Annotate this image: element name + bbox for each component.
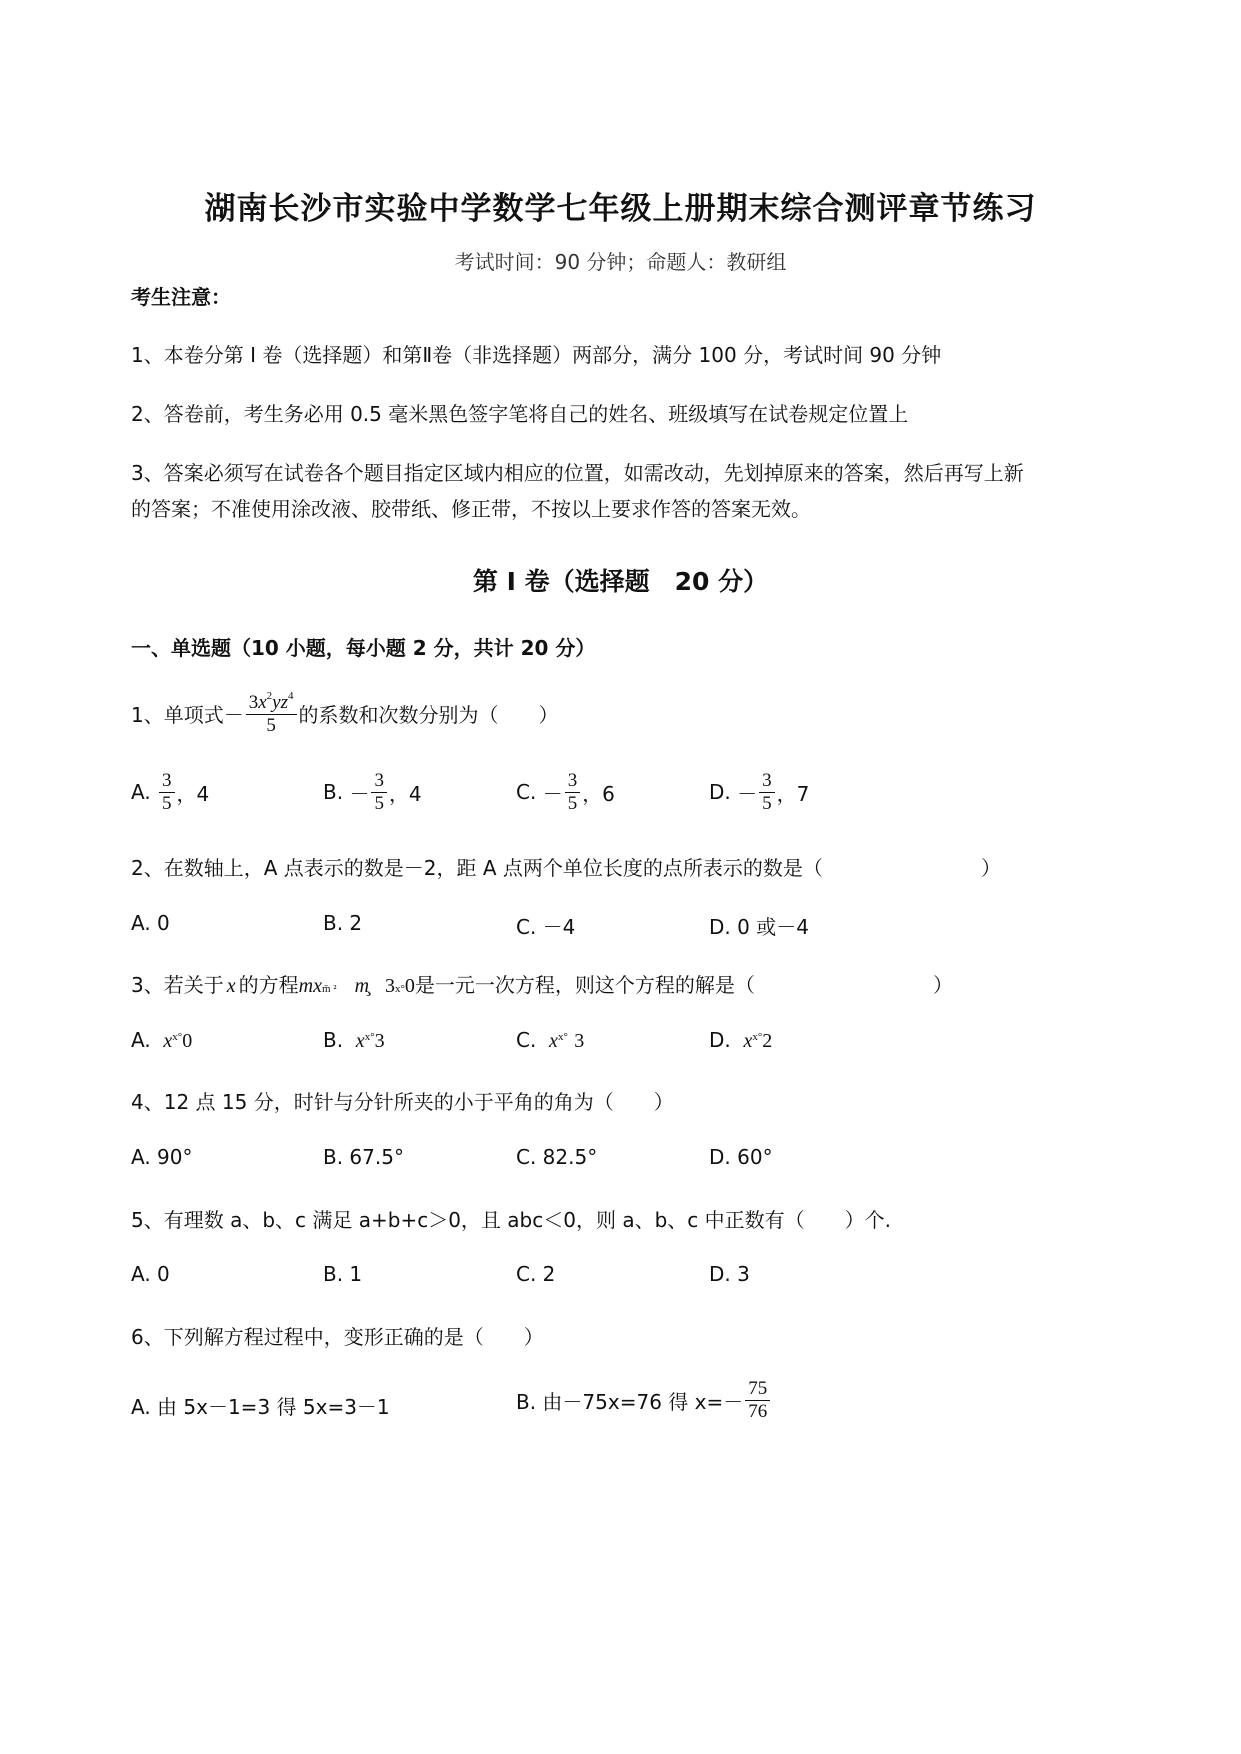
q1-prefix: 1、单项式－	[131, 702, 244, 727]
option-label: C.	[516, 780, 537, 805]
q3-suffix: 是一元一次方程，则这个方程的解是（	[414, 973, 755, 997]
question-3	[131, 969, 755, 998]
section-title: 第 I 卷（选择题 20 分）	[472, 567, 769, 596]
q1-den: 5	[266, 714, 276, 736]
q3-expr-mx: mx	[298, 975, 322, 997]
q6-b-fraction: $\frac{75}{76}$	[745, 1378, 770, 1423]
q1-option-d[interactable]: D. － $\frac{3}{5}$ ，7	[709, 770, 810, 814]
exam-subtitle: 考试时间：90 分钟；命题人：教研组	[454, 250, 787, 274]
q5-option-c[interactable]: C. 2	[516, 1262, 556, 1286]
q3-var: x	[226, 975, 236, 997]
q1-option-a[interactable]: A. $\frac{3}{5}$ ，4	[131, 770, 210, 814]
question-4: 4、12 点 15 分，时针与分针所夹的小于平角的角为（ ）	[131, 1090, 674, 1114]
q5-option-d[interactable]: D. 3	[709, 1262, 750, 1286]
option-label: B.	[323, 780, 344, 805]
q2-option-b[interactable]: B. 2	[323, 911, 363, 935]
q1-yz: yz	[272, 692, 288, 713]
q2-option-a[interactable]: A. 0	[131, 911, 170, 935]
q1-coef: 3	[248, 692, 259, 713]
q3-expr-exp: m̄ ²	[321, 983, 337, 995]
q6-option-b[interactable]	[516, 1378, 772, 1423]
q2-option-c[interactable]: C. －4	[516, 915, 576, 939]
q3-mid: 的方程	[238, 973, 299, 997]
q3-expr-0: 0	[404, 975, 415, 997]
q3-option-a[interactable]: A. $x^{x^\circ}0$	[131, 1028, 193, 1052]
q1-option-b[interactable]: B. － $\frac{3}{5}$ ，4	[323, 770, 422, 814]
q4-option-c[interactable]: C. 82.5°	[516, 1145, 598, 1169]
q1-z-exp: 4	[288, 690, 294, 702]
notice-item-3: 3、答案必须写在试卷各个题目指定区域内相应的位置，如需改动，先划掉原来的答案，然后再写上新	[131, 461, 1024, 485]
question-5: 5、有理数 a、b、c 满足 a+b+c＞0，且 abc＜0，则 a、b、c 中正数有（ ）个.	[131, 1208, 891, 1232]
q3-option-b[interactable]: B. $x^{x^\circ}3$	[323, 1028, 385, 1052]
q4-option-a[interactable]: A. 90°	[131, 1145, 193, 1169]
q1-x-exp: 2	[266, 690, 273, 702]
q4-option-d[interactable]: D. 60°	[709, 1145, 773, 1169]
notice-item-3-cont: 的答案；不准使用涂改液、胶带纸、修正带，不按以上要求作答的答案无效。	[131, 497, 811, 521]
notice-item-1: 1、本卷分第 I 卷（选择题）和第Ⅱ卷（非选择题）两部分，满分 100 分，考试时间 90 分钟	[131, 343, 942, 367]
option-label: A.	[131, 780, 151, 805]
q5-option-a[interactable]: A. 0	[131, 1262, 170, 1286]
q1-option-c[interactable]: C. － $\frac{3}{5}$ ，6	[516, 770, 615, 814]
q3-option-d[interactable]: D. $x^{x^\circ}2$	[709, 1028, 773, 1052]
q5-option-b[interactable]: B. 1	[323, 1262, 363, 1286]
q1-x: x	[258, 692, 267, 713]
notice-heading: 考生注意：	[131, 285, 231, 309]
notice-item-2: 2、答卷前，考生务必用 0.5 毫米黑色签字笔将自己的姓名、班级填写在试卷规定位置上	[131, 402, 909, 426]
q6-b-prefix: B. 由－75x=76 得 x=－	[516, 1389, 744, 1414]
q1-suffix: 的系数和次数分别为（ ）	[298, 702, 559, 727]
q3-option-c[interactable]: C. $x^{x^\circ}$ 3	[516, 1028, 585, 1052]
q6-option-a[interactable]: A. 由 5x－1=3 得 5x=3－1	[131, 1395, 390, 1419]
q3-expr-3: 3	[385, 975, 396, 997]
q3-prefix: 3、若关于	[131, 973, 224, 997]
part-heading: 一、单选题（10 小题，每小题 2 分，共计 20 分）	[131, 636, 596, 660]
q3-close-paren: ）	[933, 973, 953, 997]
q3-expr-eq: x°	[395, 983, 405, 995]
exam-title: 湖南长沙市实验中学数学七年级上册期末综合测评章节练习	[204, 191, 1037, 227]
question-6: 6、下列解方程过程中，变形正确的是（ ）	[131, 1325, 544, 1349]
question-1	[131, 690, 559, 737]
option-label: D.	[709, 780, 731, 805]
q2-option-d[interactable]: D. 0 或－4	[709, 915, 809, 939]
q1-fraction	[246, 690, 297, 737]
question-2: 2、在数轴上，A 点表示的数是－2，距 A 点两个单位长度的点所表示的数是（	[131, 856, 823, 880]
q4-option-b[interactable]: B. 67.5°	[323, 1145, 404, 1169]
q2-close-paren: ）	[981, 856, 1001, 880]
q3-expr-m: m̧	[354, 975, 370, 997]
